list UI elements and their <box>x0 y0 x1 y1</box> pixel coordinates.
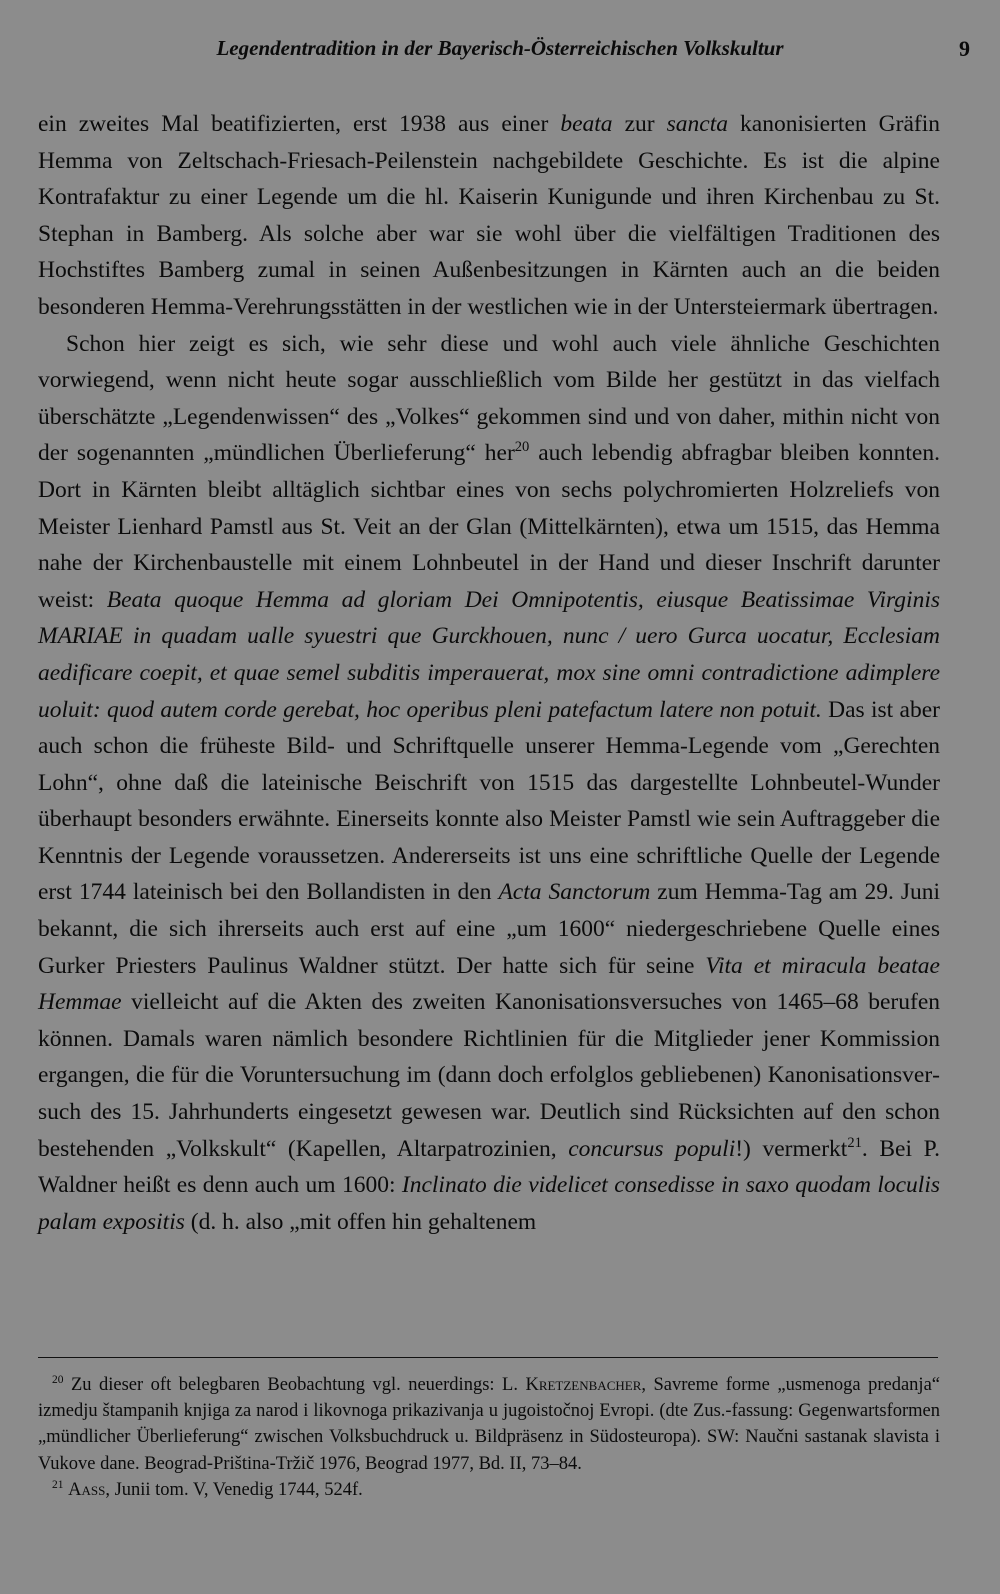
page-number: 9 <box>959 36 970 61</box>
body-text <box>38 106 940 1240</box>
text-run: Zu dieser oft belegbaren Beobachtung vgl. neuerdings: L. <box>63 1375 526 1395</box>
latin-quote: Inclinato die videlicet consedisse in saxo quodam loculis palam expositis <box>38 1172 940 1235</box>
text-run: (d. h. also „mit offen hin gehaltenem <box>184 1208 537 1235</box>
footnote-21 <box>38 1477 940 1503</box>
latin-term: concursus populi <box>568 1135 736 1162</box>
footnote-ref-20: 20 <box>514 439 530 456</box>
text-run: !) vermerkt <box>735 1135 848 1162</box>
text-run: auch lebendig abfragbar bleiben konnten. Dort in Kärnten bleibt alltäglich sichtbar eines von sechs polychromierten Holzreliefs von Meister Lienhard Pamstl aus St. Veit an der Glan (Mittelkärnten), etwa um 1515, das Hemma nahe der Kirchenbaustelle mit einem Lohnbeutel in der Hand und dieser Inschrift darunter weist: <box>38 440 940 613</box>
work-title: Acta Sanctorum <box>498 879 651 906</box>
paragraph-1 <box>38 106 940 326</box>
running-title: Legendentradition in der Bayerisch-Österreichischen Volkskultur <box>216 36 784 60</box>
text-run: ein zweites Mal beatifizierten, erst 1938 aus einer <box>38 111 561 137</box>
text-run: zur <box>612 111 667 137</box>
text-run: Das ist aber auch schon die früheste Bild- und Schriftquelle unserer Hemma-Legende vom „Gerechten Lohn“, ohne daß die lateinische Beischrift von 1515 das dargestellte Lohnbeutel-Wunder überhaupt besonders erwähnte. Einerseits konnte also Meister Pamstl wie sein Auftraggeber die Kenntnis der Legende voraussetzen. Andererseits ist uns eine schriftliche Quelle der Legende erst 1744 lateinisch bei den Bollandisten in den <box>38 696 940 906</box>
text-run: . Bei P. Waldner heißt es denn auch um 1600: <box>38 1135 940 1199</box>
footnote-20 <box>38 1372 940 1477</box>
author-name: Kretzenbacher <box>525 1375 642 1395</box>
text-run: , Junii tom. V, Venedig 1744, 524f. <box>105 1479 363 1500</box>
text-run: kanonisierten Gräfin Hemma von Zeltschach-Friesach-Peilenstein nachgebildete Geschichte. Es ist die alpine Kontrafaktur zu einer Legende um die hl. Kaiserin Kunigunde und ihren Kirchenbau zu St. Stephan in Bamberg. Als solche aber war sie wohl über die vielfältigen Traditionen des Hochstiftes Bamberg zumal in seinen Außenbesitzungen in Kärnten auch an die beiden besonderen Hemma-Verehrungsstätten in der westlichen wie in der Untersteiermark übertragen. <box>38 111 940 320</box>
text-run: , Savreme forme „usmenoga predanja“ izmedju štampanih knjiga za narod i likovnoga prikazivanja u jugoistočnoj Evropi. (dte Zus.-fassung: Gegenwartsformen „mündlicher Überlieferung“ zwischen Volksbuchdruck u. Bildpräsenz in Südosteuropa). SW: Naučni sastanak slavista i Vukove dane. Beograd-Priština-Tržič 1976, Beograd 1977, Bd. II, 73–84. <box>38 1375 940 1474</box>
footnote-ref-21: 21 <box>847 1134 862 1151</box>
source-abbrev: Aass <box>68 1479 106 1500</box>
latin-term: sancta <box>666 111 728 137</box>
text-run: zum Hemma-Tag am 29. Juni bekannt, die sich ihrerseits auch erst auf eine „um 1600“ niedergeschriebene Quelle eines Gurker Priesters Paulinus Waldner stützt. Der hatte sich für seine <box>38 879 941 979</box>
work-title: Vita et miracula beatae Hemmae <box>38 952 940 1016</box>
paragraph-2 <box>38 326 940 1241</box>
latin-term: beata <box>560 111 613 137</box>
latin-inscription: Beata quoque Hemma ad gloriam Dei Omnipotentis, eiusque Beatissimae Virginis MARIAE in quadam ualle syuestri que Gurckhouen, nunc / uero Gurca uocatur, Ecclesiam aedificare coepit, et quae semel subditis imperauerat, mox sine omni contradictione adimplere uoluit: quod autem corde gerebat, hoc operibus pleni patefactum latere non potuit. <box>38 586 940 723</box>
text-run: vielleicht auf die Akten des zweiten Kanonisationsversuches von 1465–68 berufen können. Damals waren nämlich besondere Richtlinien für die Mitglieder jener Kommission ergangen, die für die Voruntersuchung im (dann doch erfolglos gebliebenen) Kanonisationsversuch des 15. Jahrhunderts eingesetzt gewesen war. Deutlich sind Rücksichten auf den schon bestehenden „Volkskult“ (Kapellen, Altarpatrozinien, <box>38 989 940 1162</box>
footnotes <box>38 1372 940 1503</box>
footnote-divider <box>38 1357 938 1358</box>
footnote-number: 21 <box>52 1478 64 1491</box>
footnote-number: 20 <box>52 1373 64 1386</box>
text-run: Schon hier zeigt es sich, wie sehr diese und wohl auch viele ähnliche Geschichten vorwiegend, wenn nicht heute sogar ausschließlich vom Bilde her gestützt in das vielfach überschätzte „Legendenwissen“ des „Volkes“ gekommen sind und von daher, mithin nicht von der sogenannten „mündlichen Überlieferung“ her <box>38 330 940 467</box>
